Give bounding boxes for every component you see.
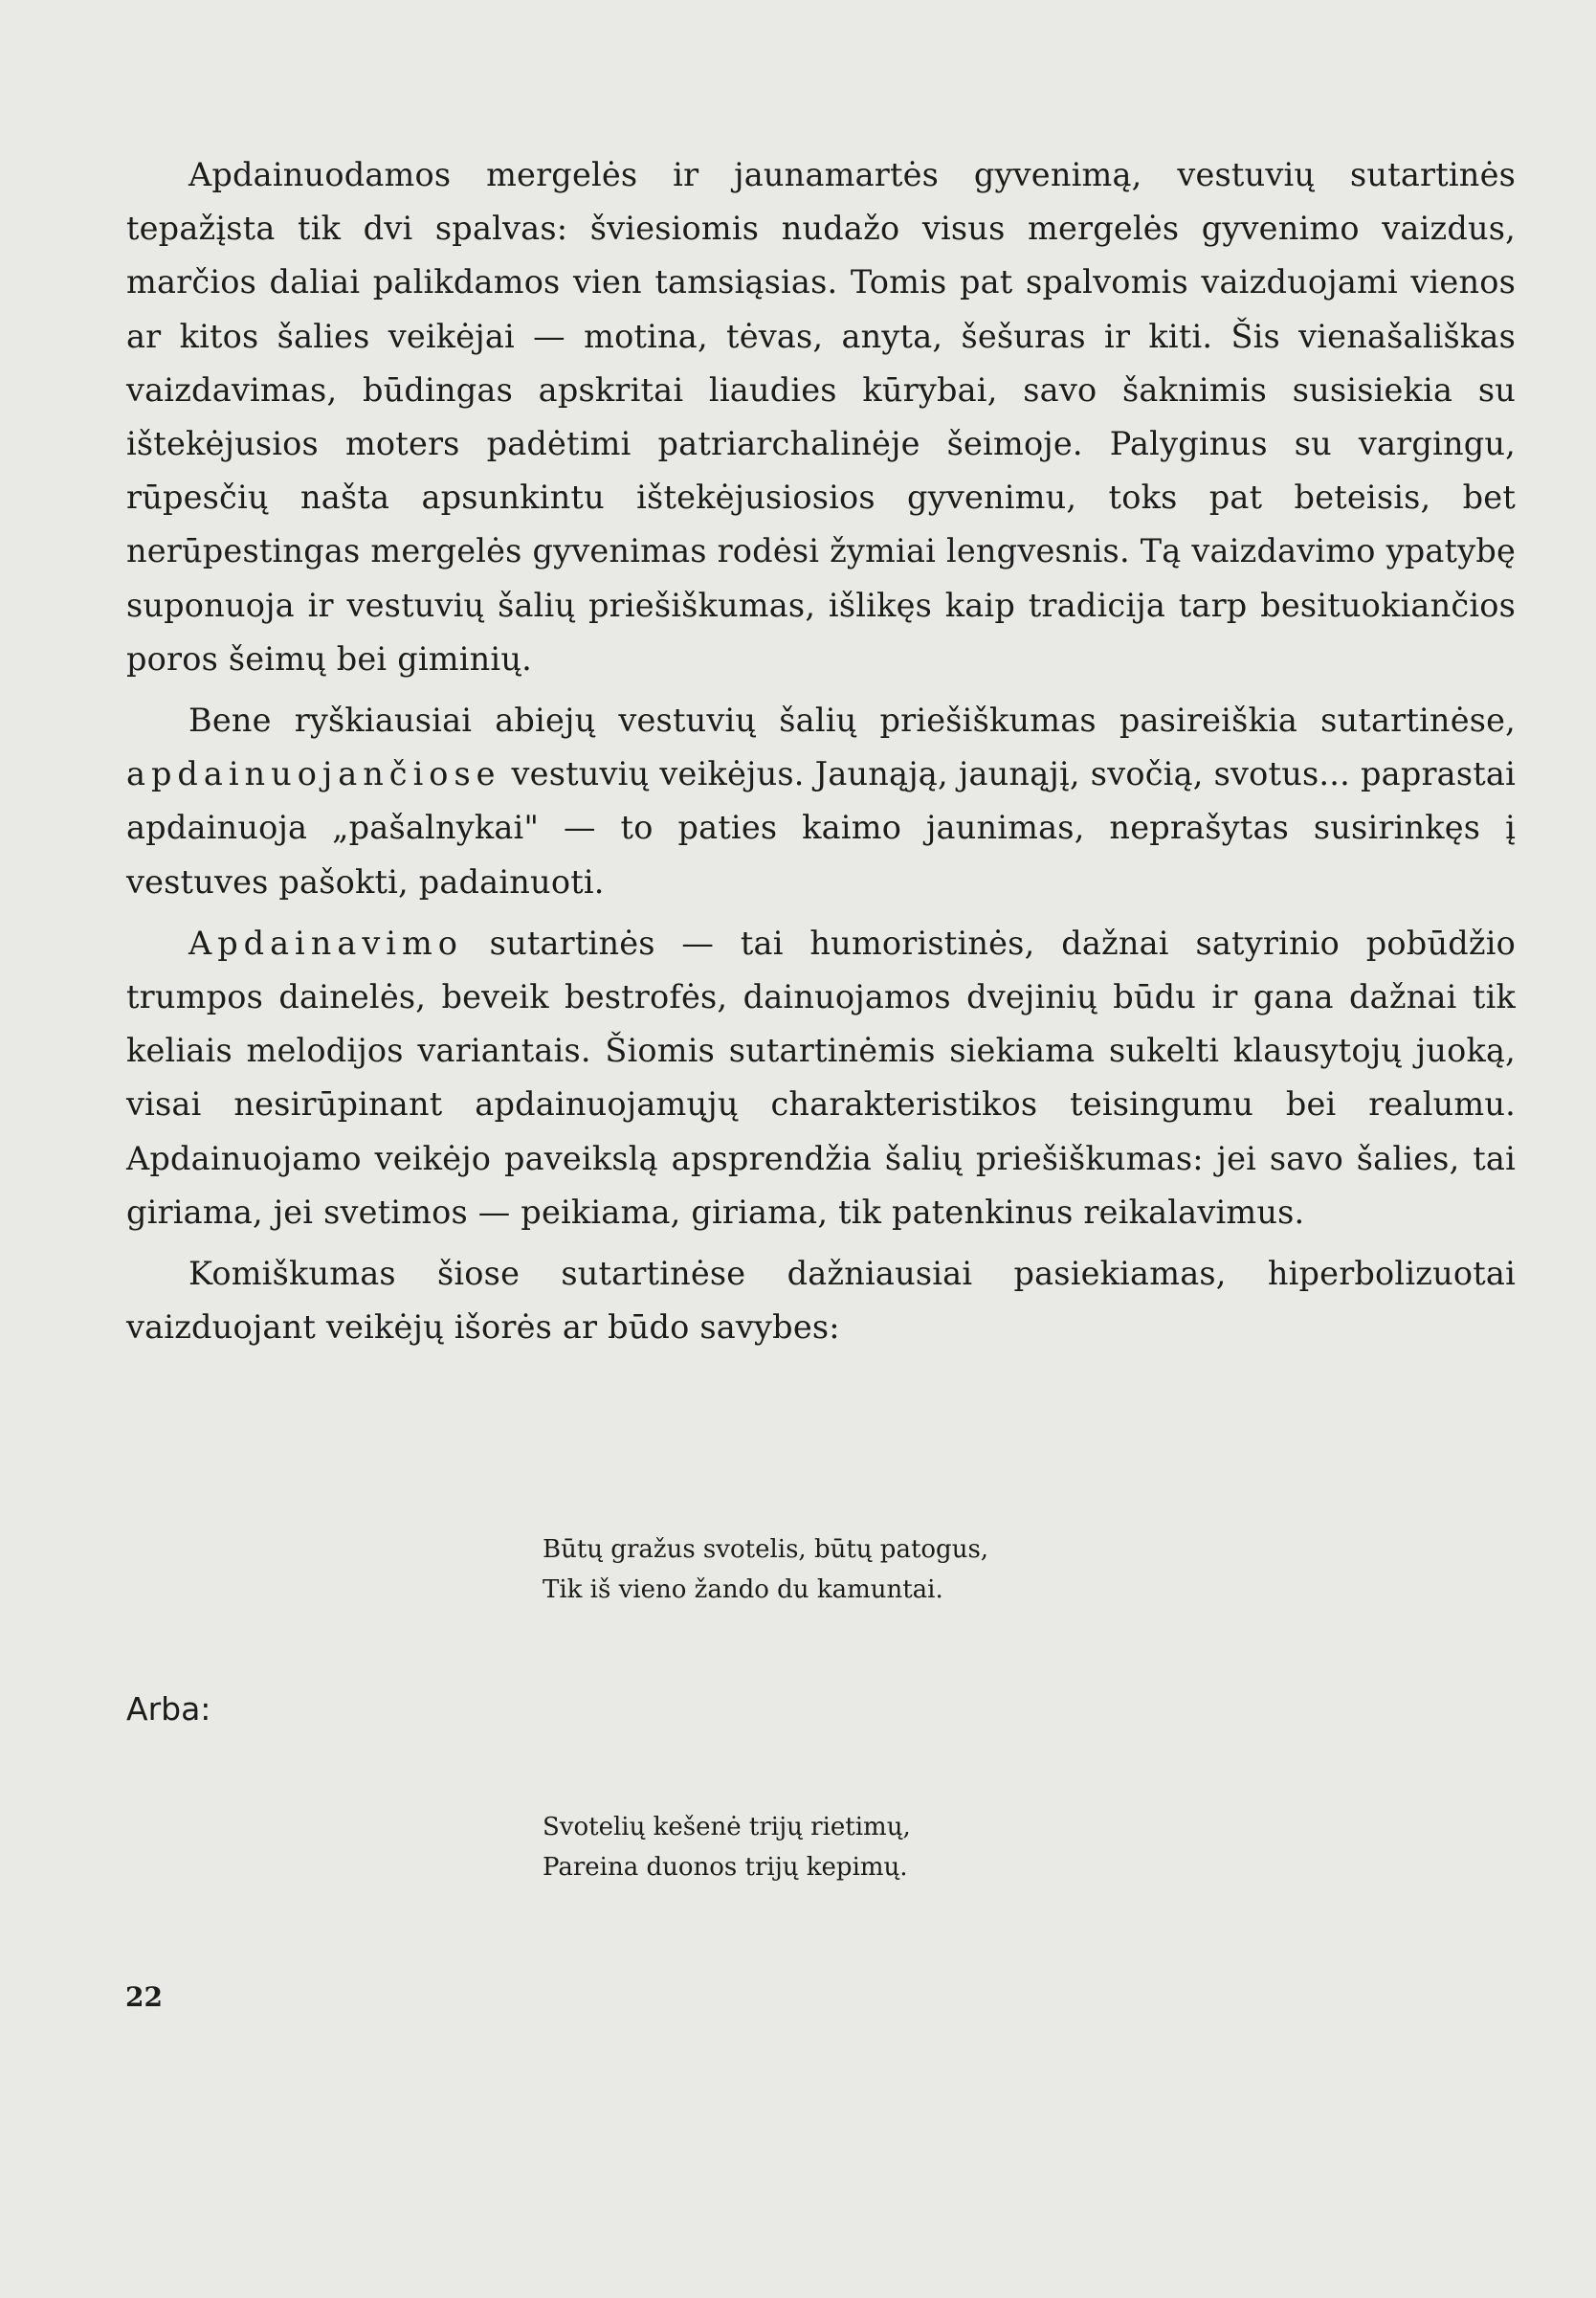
verse-2-line-1: Svotelių kešenė trijų rietimų, [543, 1813, 911, 1841]
paragraph-3-text: sutartinės — tai humoristinės, dažnai satyrinio pobūdžio trumpos dainelės, beveik bestrofės, dainuojamos dvejinių būdu ir gana dažnai tik keliais melodijos variantais. Šiomis sutartinėmis siekiama sukelti klausytojų juoką, visai nesirūpinant apdainuojamųjų charakteristikos teisingumu bei realumu. Apdainuojamo veikėjo paveikslą apsprendžia šalių priešiškumas: jei savo šalies, tai giriama, jei svetimos — peikiama, giriama, tik patenkinus reikalavimus. [126, 924, 1517, 1231]
page-number: 22 [125, 1981, 163, 2013]
paragraph-1-text: Apdainuodamos mergelės ir jaunamartės gyvenimą, vestuvių sutartinės tepažįsta tik dvi spalvas: šviesiomis nudažo visus mergelės gyvenimo vaizdus, marčios daliai palikdamos vien tamsiąsias. Tomis pat spalvomis vaizduojami vienos ar kitos šalies veikėjai — motina, tėvas, anyta, šešuras ir kiti. Šis vienašališkas vaizdavimas, būdingas apskritai liaudies kūrybai, savo šaknimis susisiekia su ištekėjusios moters padėtimi patriarchalinėje šeimoje. Palyginus su vargingu, rūpesčių našta apsunkintu ištekėjusiosios gyvenimu, toks pat beteisis, bet nerūpestingas mergelės gyvenimas rodėsi žymiai lengvesnis. Tą vaizdavimo ypatybę suponuoja ir vestuvių šalių priešiškumas, išlikęs kaip tradicija tarp besituokiančios poros šeimų bei giminių. [126, 156, 1516, 678]
paragraph-2 [126, 694, 1516, 909]
body-text [126, 148, 1516, 1362]
verse-quote-2 [543, 1807, 911, 1887]
paragraph-4 [126, 1247, 1516, 1354]
paragraph-2-spaced-term: apdainuojančiose [126, 755, 501, 793]
paragraph-1 [126, 148, 1516, 686]
paragraph-3-spaced-term: Apdainavimo [188, 924, 463, 962]
paragraph-2-text-end: vestuvių veikėjus. Jaunąją, jaunąjį, svočią, svotus... paprastai apdainuoja „pašalnykai" — to paties kaimo jaunimas, neprašytas susirinkęs į vestuves pašokti, padainuoti. [126, 755, 1516, 901]
verse-1-line-2: Tik iš vieno žando du kamuntai. [543, 1575, 943, 1604]
arba-label: Arba: [126, 1690, 211, 1728]
verse-quote-1 [543, 1529, 988, 1610]
verse-1-line-1: Būtų gražus svotelis, būtų patogus, [543, 1535, 989, 1564]
paragraph-2-text-start: Bene ryškiausiai abiejų vestuvių šalių priešiškumas pasireiškia sutartinėse, [188, 702, 1516, 740]
paragraph-4-text: Komiškumas šiose sutartinėse dažniausiai pasiekiamas, hiperbolizuotai vaizduojant veikėjų išorės ar būdo savybes: [126, 1255, 1516, 1347]
paragraph-3 [126, 917, 1516, 1239]
verse-2-line-2: Pareina duonos trijų kepimų. [543, 1853, 908, 1882]
